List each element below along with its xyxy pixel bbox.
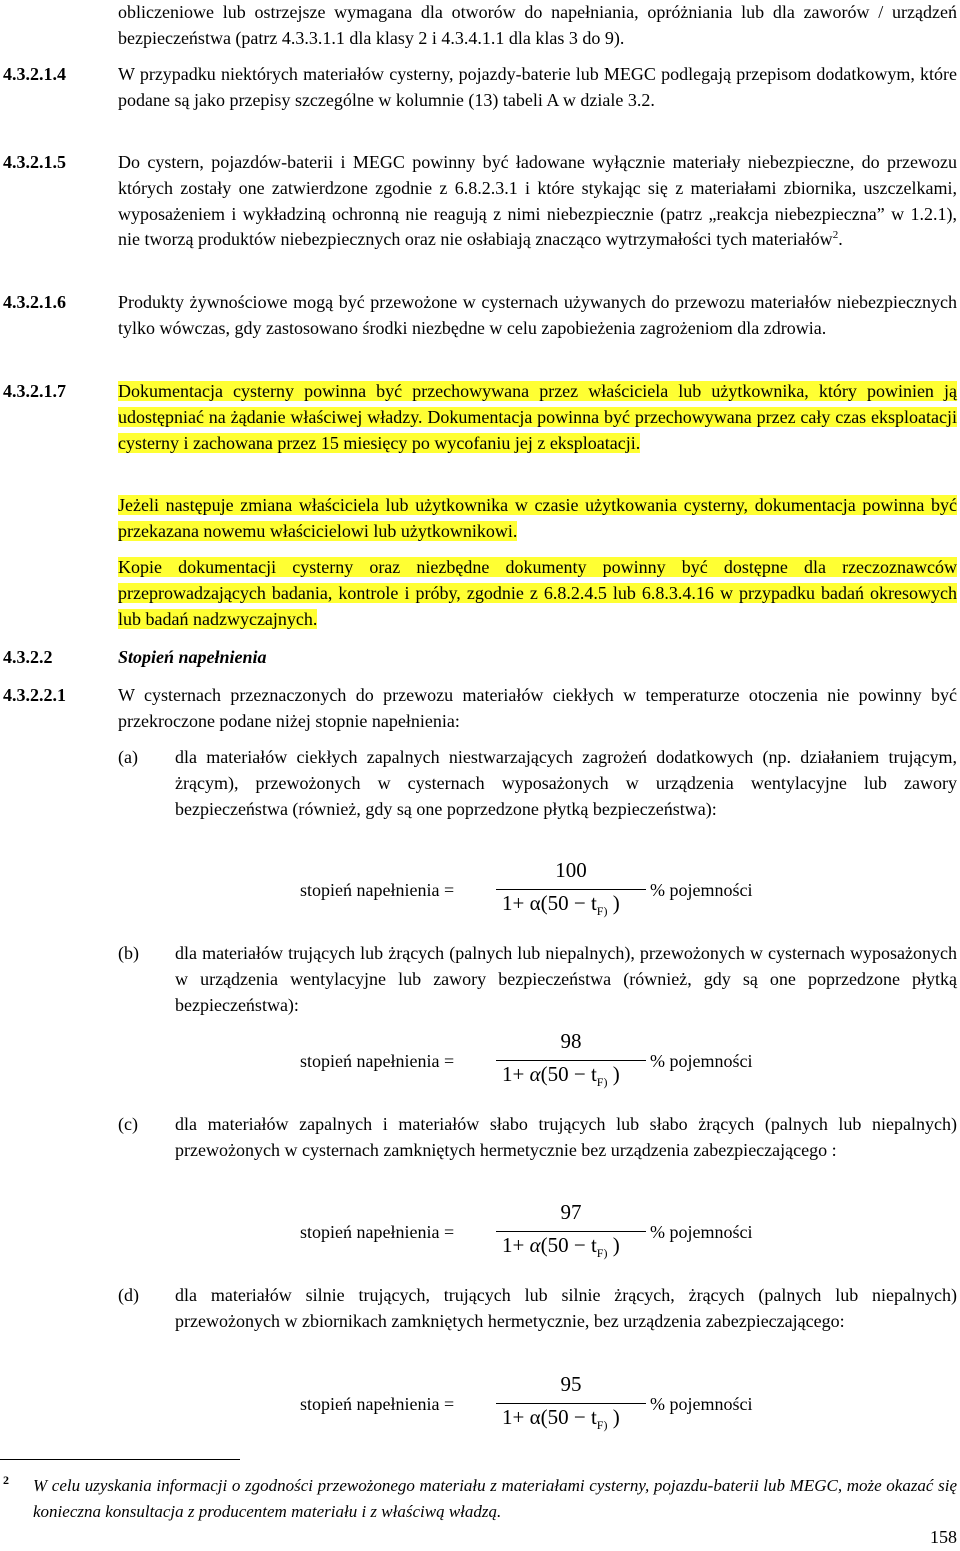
section-number: 4.3.2.2.1 [3, 685, 66, 705]
item-text: dla materiałów silnie trujących, trujących lub silnie żrących, żrących (palnych lub niepalnych) przewożonych w zbiornikach zamkniętych hermetycznie, bez urządzenia zabezpieczającego: [175, 1285, 957, 1331]
fraction-bar [496, 1060, 646, 1061]
section-text-3 [118, 555, 957, 632]
item-label: (b) [118, 943, 139, 963]
fraction-bar [496, 889, 646, 890]
footnote-mark: 2 [3, 1473, 9, 1487]
formula-unit: % pojemności [650, 1394, 753, 1414]
formula-label: stopień napełnienia = [300, 1051, 455, 1071]
section-text: W przypadku niektórych materiałów cysterny, pojazdy-baterie lub MEGC podlegają przepisom dodatkowym, które podane są jako przepisy szczególne w kolumnie (13) tabeli A w dziale 3.2. [118, 64, 957, 110]
item-label: (c) [118, 1114, 138, 1134]
formula-numerator: 100 [555, 858, 587, 882]
formula-b [300, 1029, 800, 1091]
formula-unit: % pojemności [650, 1051, 753, 1071]
footnote-separator [0, 1459, 240, 1460]
section-number: 4.3.2.1.5 [3, 152, 66, 172]
item-text: dla materiałów trujących lub żrących (palnych lub niepalnych), przewożonych w cysternach wyposażonych w urządzenia wentylacyjne lub zawory bezpieczeństwa (również, gdy są one poprzedzone płytką bezpieczeństwa): [175, 943, 957, 1015]
section-number: 4.3.2.1.4 [3, 64, 66, 84]
item-label: (a) [118, 747, 138, 767]
highlighted-text: Kopie dokumentacji cysterny oraz niezbędne dokumenty powinny być dostępne dla rzeczoznawców przeprowadzających badania, kontrole i próby, zgodnie z 6.8.2.4.5 lub 6.8.3.4.16 w przypadku badań okresowych lub badań nadzwyczajnych. [118, 557, 957, 629]
page-number: 158 [930, 1527, 957, 1547]
formula-label: stopień napełnienia = [300, 1222, 455, 1242]
highlighted-text: Dokumentacja cysterny powinna być przechowywana przez właściciela lub użytkownika, który powinien ją udostępniać na żądanie właściwej władzy. Dokumentacja powinna być przechowywana przez cały czas eksploatacji cysterny i zachowana przez 15 miesięcy po wycofaniu jej z eksploatacji. [118, 381, 957, 453]
item-text: dla materiałów zapalnych i materiałów słabo trujących lub słabo żrących (palnych lub niepalnych) przewożonych w cysternach zamkniętych hermetycznie bez urządzenia zabezpieczającego : [175, 1114, 957, 1160]
fraction-bar [496, 1231, 646, 1232]
item-text: dla materiałów ciekłych zapalnych niestwarzających zagrożeń dodatkowych (np. działaniem trującym, żrącym), przewożonych w cysternach wyposażonych w urządzenia wentylacyjne lub zawory bezpieczeństwa (również, gdy są one poprzedzone płytką bezpieczeństwa): [175, 747, 957, 819]
section-text-2 [118, 493, 957, 545]
footnote-ref: 2 [832, 229, 839, 242]
section-number: 4.3.2.1.6 [3, 292, 66, 312]
formula-numerator: 95 [560, 1372, 582, 1396]
formula-denominator: $1+ \alpha(50 - t_{F)}$ ) [502, 1405, 620, 1433]
fraction-bar [496, 1403, 646, 1404]
formula-label: stopień napełnienia = [300, 1394, 455, 1414]
formula-unit: % pojemności [650, 880, 753, 900]
section-number: 4.3.2.2 [3, 647, 53, 667]
highlighted-text: Jeżeli następuje zmiana właściciela lub użytkownika w czasie użytkowania cysterny, dokumentacja powinna być przekazana nowemu właścicielowi lub użytkownikowi. [118, 495, 957, 541]
formula-denominator: $1+ \alpha(50 - t_{F)}$ ) [502, 1062, 620, 1090]
section-text: Do cystern, pojazdów-baterii i MEGC powinny być ładowane wyłącznie materiały niebezpieczne, do przewozu których zostały one zatwierdzone zgodnie z 6.8.2.3.1 i które stykając się z materiałami zbiornika, uszczelkami, wyposażeniem i wykładziną ochronną nie reagują z nimi niebezpiecznie (patrz „reakcja niebezpieczna” w 1.2.1), nie tworzą produktów niebezpiecznych oraz nie osłabiają znacząco wytrzymałości tych materiałów$^2$. [118, 152, 957, 250]
item-label: (d) [118, 1285, 139, 1305]
formula-a [300, 858, 800, 920]
formula-unit: % pojemności [650, 1222, 753, 1242]
formula-numerator: 97 [560, 1200, 582, 1224]
section-text: Produkty żywnościowe mogą być przewożone w cysternach używanych do przewozu materiałów niebezpiecznych tylko wówczas, gdy zastosowano środki niezbędne w celu zapobieżenia zagrożeniom dla zdrowia. [118, 292, 957, 338]
section-number: 4.3.2.1.7 [3, 381, 66, 401]
formula-c [300, 1200, 800, 1262]
formula-label: stopień napełnienia = [300, 880, 455, 900]
formula-denominator: $1+ \alpha(50 - t_{F)}$ ) [502, 891, 620, 919]
formula-denominator: $1+ \alpha(50 - t_{F)}$ ) [502, 1233, 620, 1261]
footnote-text: W celu uzyskania informacji o zgodności przewożonego materiału z materiałami cysterny, pojazdu-baterii lub MEGC, może okazać się konieczna konsultacja z producentem materiału i z właściwą władzą. [33, 1476, 957, 1521]
section-text: W cysternach przeznaczonych do przewozu materiałów ciekłych w temperaturze otoczenia nie powinny być przekroczone podane niżej stopnie napełnienia: [118, 685, 957, 731]
formula-d [300, 1372, 800, 1434]
formula-numerator: 98 [560, 1029, 582, 1053]
section-title: Stopień napełnienia [118, 647, 267, 667]
section-text-1 [118, 379, 957, 456]
